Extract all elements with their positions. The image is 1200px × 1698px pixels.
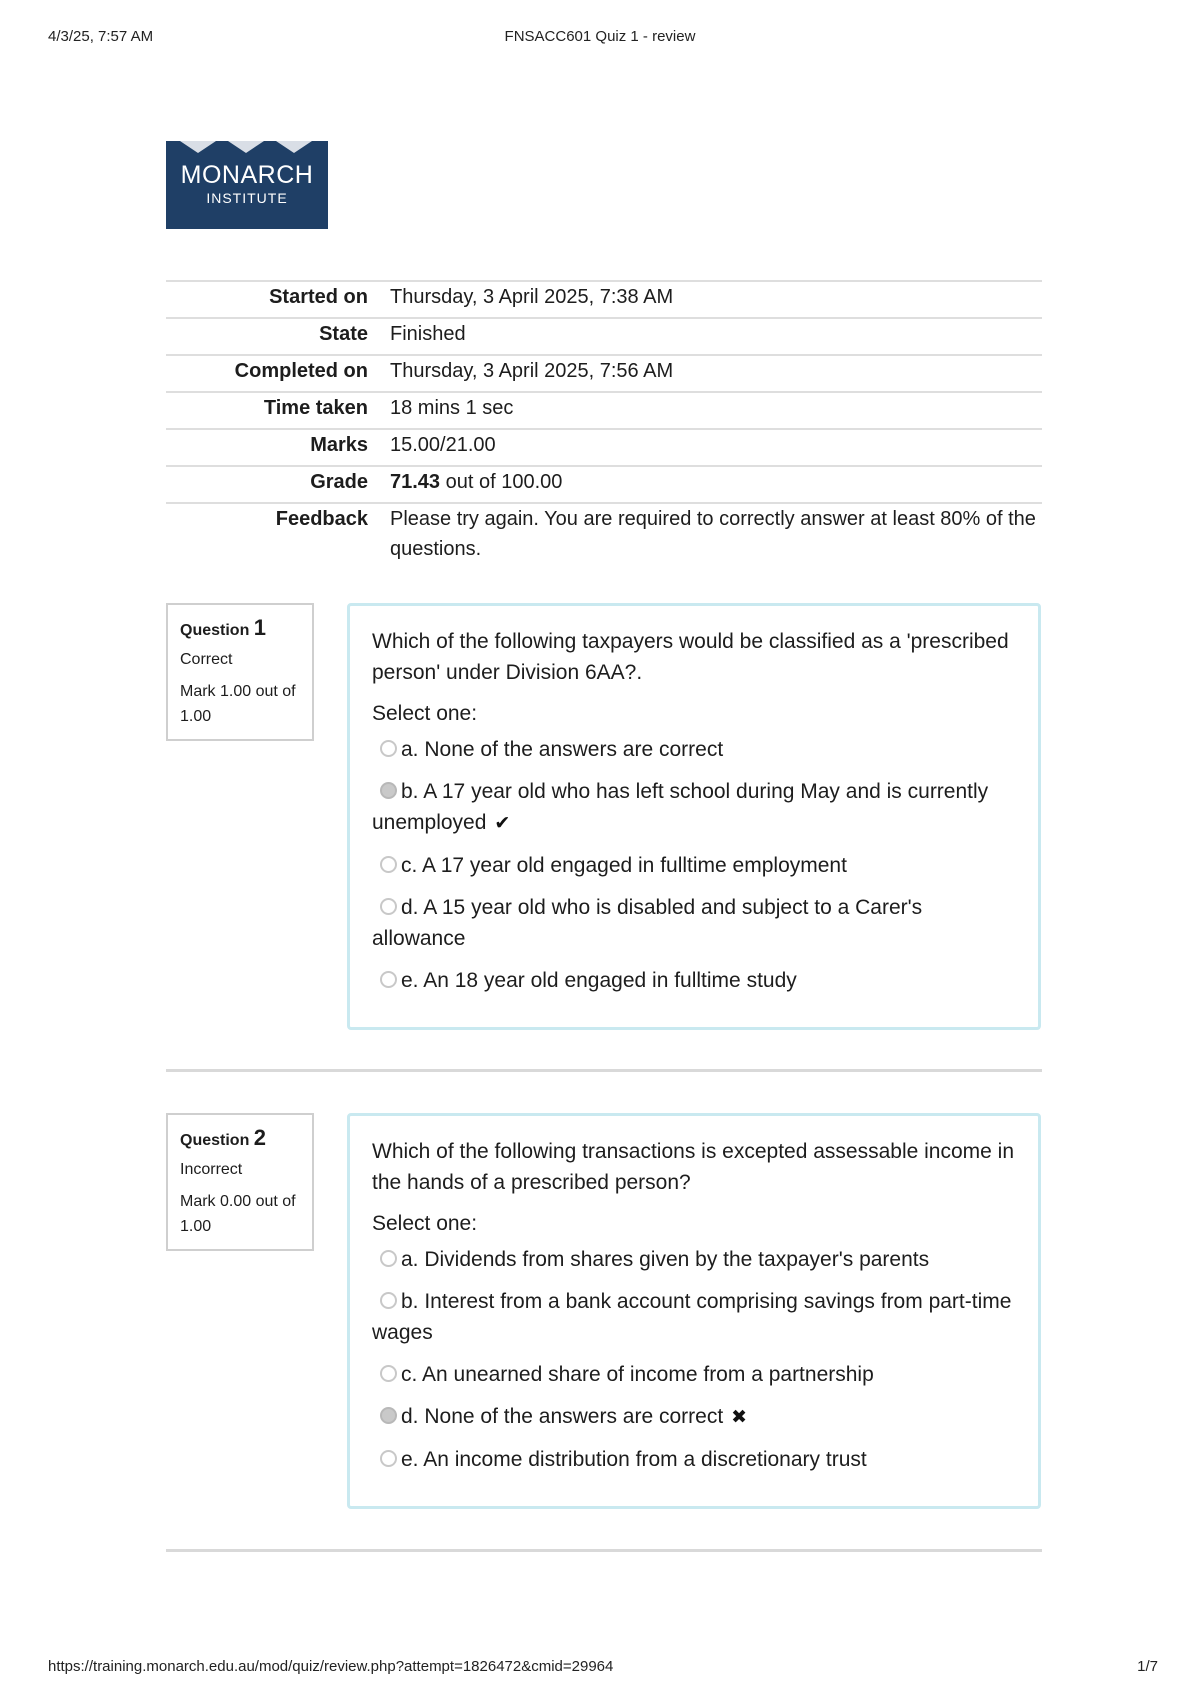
question-mark: Mark 1.00 out of 1.00	[180, 683, 296, 725]
question-number	[180, 1125, 300, 1151]
question-number-value: 1	[253, 615, 267, 640]
radio-button[interactable]	[380, 1292, 397, 1309]
radio-button[interactable]	[380, 1250, 397, 1267]
select-one-label: Select one:	[372, 1212, 478, 1235]
answer-option[interactable]	[372, 734, 1016, 765]
answer-text: c. An unearned share of income from a partnership	[401, 1363, 874, 1386]
answer-text: d. None of the answers are correct	[401, 1405, 724, 1428]
question-text: Which of the following transactions is excepted assessable income in the hands of a prescribed person?	[372, 1140, 1014, 1194]
print-title: FNSACC601 Quiz 1 - review	[504, 28, 696, 45]
summary-label: Grade	[310, 471, 368, 493]
answer-option[interactable]	[372, 1401, 1016, 1433]
question-state: Incorrect	[180, 1161, 243, 1178]
answer-option[interactable]	[372, 1359, 1016, 1390]
answer-text: a. Dividends from shares given by the taxpayer's parents	[401, 1248, 930, 1271]
answer-text: b. A 17 year old who has left school during May and is currently unemployed	[372, 780, 989, 834]
summary-row-started-on	[166, 280, 1042, 317]
answer-option[interactable]	[372, 776, 1016, 839]
answer-option[interactable]	[372, 1244, 1016, 1275]
answer-option[interactable]	[372, 1286, 1016, 1348]
check-icon: ✔	[494, 813, 511, 834]
radio-button[interactable]	[380, 1450, 397, 1467]
answer-text: e. An 18 year old engaged in fulltime study	[401, 969, 797, 992]
logo-peak-shape	[180, 141, 216, 153]
question-label: Question	[180, 622, 250, 639]
question-divider	[166, 1549, 1042, 1552]
summary-label: Marks	[310, 434, 368, 456]
radio-button[interactable]	[380, 740, 397, 757]
radio-button-checked[interactable]	[380, 1407, 397, 1424]
radio-button[interactable]	[380, 898, 397, 915]
question-number	[180, 615, 300, 641]
logo-peak-shape	[228, 141, 264, 153]
answer-text: e. An income distribution from a discretionary trust	[401, 1448, 867, 1471]
attempt-summary	[166, 280, 1042, 568]
question-box-2	[347, 1113, 1041, 1509]
print-url: https://training.monarch.edu.au/mod/quiz/review.php?attempt=1826472&cmid=29964	[48, 1658, 614, 1675]
answer-text: c. A 17 year old engaged in fulltime employment	[401, 854, 847, 877]
grade-out-of: out of 100.00	[440, 471, 563, 493]
summary-value: 18 mins 1 sec	[390, 397, 514, 419]
monarch-logo	[166, 141, 328, 229]
question-box-1	[347, 603, 1041, 1030]
summary-label: State	[319, 323, 368, 345]
cross-icon: ✖	[731, 1407, 748, 1428]
summary-row-marks	[166, 428, 1042, 465]
radio-button-checked[interactable]	[380, 782, 397, 799]
question-mark: Mark 0.00 out of 1.00	[180, 1193, 296, 1235]
question-state: Correct	[180, 651, 233, 668]
summary-row-completed-on	[166, 354, 1042, 391]
summary-row-feedback	[166, 502, 1042, 568]
summary-row-grade	[166, 465, 1042, 502]
answer-option[interactable]	[372, 892, 1016, 954]
answer-option[interactable]	[372, 965, 1016, 996]
radio-button[interactable]	[380, 856, 397, 873]
question-divider	[166, 1069, 1042, 1072]
summary-label: Started on	[269, 286, 368, 308]
logo-name: MONARCH	[180, 161, 314, 189]
answer-text: b. Interest from a bank account comprising savings from part-time wages	[372, 1290, 1012, 1344]
question-text: Which of the following taxpayers would be classified as a 'prescribed person' under Division 6AA?.	[372, 630, 1009, 684]
logo-subtitle: INSTITUTE	[206, 190, 288, 206]
summary-label: Time taken	[263, 397, 368, 419]
question-info-2	[166, 1113, 314, 1251]
select-one-label: Select one:	[372, 702, 478, 725]
summary-label: Completed on	[234, 360, 368, 382]
answer-text: a. None of the answers are correct	[401, 738, 724, 761]
summary-value: Thursday, 3 April 2025, 7:38 AM	[390, 286, 674, 308]
radio-button[interactable]	[380, 1365, 397, 1382]
answer-text: d. A 15 year old who is disabled and subject to a Carer's allowance	[372, 896, 923, 950]
radio-button[interactable]	[380, 971, 397, 988]
grade-value: 71.43	[390, 471, 441, 493]
print-date: 4/3/25, 7:57 AM	[48, 28, 154, 45]
answer-option[interactable]	[372, 850, 1016, 881]
question-label: Question	[180, 1132, 250, 1149]
print-page-number: 1/7	[1137, 1658, 1158, 1675]
summary-row-time-taken	[166, 391, 1042, 428]
logo-peak-shape	[276, 141, 312, 153]
summary-value: Finished	[390, 323, 466, 345]
summary-row-state	[166, 317, 1042, 354]
summary-label: Feedback	[275, 508, 368, 530]
summary-value	[368, 463, 1042, 502]
question-info-1	[166, 603, 314, 741]
summary-value: Please try again. You are required to correctly answer at least 80% of the questions.	[390, 508, 1036, 560]
summary-value: Thursday, 3 April 2025, 7:56 AM	[390, 360, 674, 382]
summary-value: 15.00/21.00	[390, 434, 496, 456]
answer-option[interactable]	[372, 1444, 1016, 1475]
question-number-value: 2	[253, 1125, 267, 1150]
